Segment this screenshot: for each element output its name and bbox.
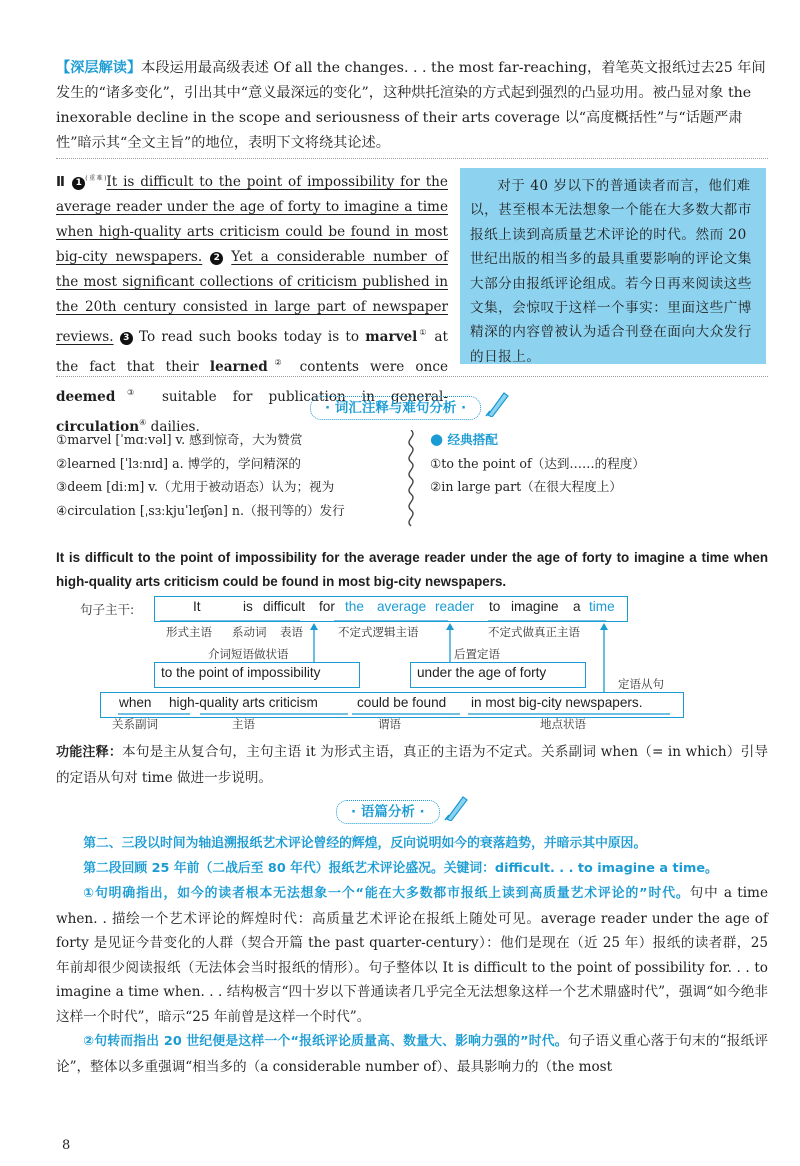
discourse-banner xyxy=(336,800,440,824)
sentence-number-3: 3 xyxy=(120,332,133,345)
phrase-box: under the age of forty xyxy=(410,662,586,688)
vocab-banner xyxy=(310,396,481,420)
sentence-2: Yet a considerable number of the most significant collections of criticism published in the 20th century consisted in large part of newspaper reviews. xyxy=(56,249,448,345)
word: It xyxy=(193,599,201,614)
note-ref: ① xyxy=(417,328,429,337)
sentence-1: It is difficult to the point of impossibility for the average reader under the age of forty to imagine a time when high-quality arts criticism could be found in most big-city newspapers. xyxy=(56,174,448,265)
vocab-list xyxy=(56,428,345,522)
paragraph-mark: Ⅱ xyxy=(56,174,67,190)
word: when xyxy=(119,695,152,710)
label: 主语 xyxy=(232,717,255,731)
label: 介词短语做状语 xyxy=(208,647,289,661)
word: is xyxy=(243,599,253,614)
discourse-p1: 第二、三段以时间为轴追溯报纸艺术评论曾经的辉煌，反向说明如今的衰落趋势，并暗示其中原因。 xyxy=(83,836,647,851)
label: 不定式做真正主语 xyxy=(488,625,580,639)
word: to xyxy=(489,599,501,614)
word: for xyxy=(319,599,335,614)
word: time xyxy=(589,599,615,614)
label: 后置定语 xyxy=(454,647,500,661)
sentence-number-2: 2 xyxy=(210,252,223,265)
word-deemed: deemed xyxy=(56,389,116,405)
word: the xyxy=(345,599,364,614)
sentence-3-part: To read such books today is to xyxy=(138,329,366,345)
label: 表语 xyxy=(280,625,303,639)
sentence-3-part: suitable for publication in general- xyxy=(145,389,448,405)
deep-analysis-tag: 【深层解读】 xyxy=(56,60,142,76)
label: 不定式逻辑主语 xyxy=(338,625,419,639)
label: 谓语 xyxy=(378,717,401,731)
phrase-box: to the point of impossibility xyxy=(154,662,360,688)
collocations-title: 经典搭配 xyxy=(447,432,498,447)
page-number: 8 xyxy=(62,1138,71,1153)
vocab-item: ①marvel [ˈmɑːvəl] v. 感到惊奇，大为赞赏 xyxy=(56,432,303,447)
translation-box: 对于 40 岁以下的普通读者而言，他们难以，甚至根本无法想象一个能在大多数大都市报纸上读到高质量艺术评论的时代。然而 20 世纪出版的相当多的最具重要影响的评论文集大部分由报纸评论组成。若今日再来阅读这些文集，会惊叹于这样一个事实：里面这些广博精深的内容曾被认为适合刊登在面向大众发行的日报上。 xyxy=(460,168,766,364)
deep-analysis-text: 本段运用最高级表述 Of all the changes. . . the most far-reaching，着笔英文报纸过去25 年间发生的“诸多变化”，引出其中“意义最深远的变化”，这种烘托渲染的方式起到强烈的凸显功用。被凸显对象 the inexorable decline in the scope and seriousness of their arts coverage 以“高度概括性”与“话题严肃性”暗示其“全文主旨”的地位，表明下文将绕其论述。 xyxy=(56,60,766,151)
function-note-tag: 功能注释： xyxy=(56,745,123,760)
word-marvel: marvel xyxy=(365,329,418,345)
discourse-banner-title: · 语篇分析 · xyxy=(351,804,425,820)
discourse-p4 xyxy=(56,1029,768,1079)
relative-clause-box xyxy=(100,692,684,718)
note-ref: ③ xyxy=(115,388,146,397)
word-circulation: circulation xyxy=(56,419,140,435)
pen-icon xyxy=(443,793,469,821)
hard-mark: (重难) xyxy=(85,175,107,182)
word: a xyxy=(573,599,581,614)
word: imagine xyxy=(511,599,559,614)
main-clause-label: 句子主干: xyxy=(80,602,135,617)
collocation-item: ②in large part（在很大程度上） xyxy=(430,479,622,495)
discourse-p4-text: 句子语义重心落于句末的“报纸评论”，整体以多重强调“相当多的（a considerable number of）、最具影响力的（the most xyxy=(56,1033,769,1075)
divider xyxy=(56,376,768,377)
discourse-p3-lead: ①句明确指出，如今的读者根本无法想象一个“能在大多数都市报纸上读到高质量艺术评论的”时代。 xyxy=(83,886,690,901)
difficult-sentence: It is difficult to the point of impossibility for the average reader under the age of forty to imagine a time when high-quality arts criticism could be found in most big-city newspapers. xyxy=(56,550,768,589)
label: 定语从句 xyxy=(618,677,664,691)
pen-icon xyxy=(484,389,510,417)
discourse-p3-text: 句中 a time when. . 描绘一个艺术评论的辉煌时代：高质量艺术评论在报纸上随处可见。average reader under the age of forty 是见证今昔变化的人群（契合开篇 the past quarter-century）：他们是现在（近 25 年）报纸的读者群，25 年前却很少阅读报纸（无法体会当时报纸的情形）。句子整体以 It is difficult to the point of possibility for. . . to imagine a time when. . . 结构极言“四十岁以下普通读者几乎完全无法想象这样一个艺术鼎盛时代”，强调“如今绝非这样一个时代”，暗示“25 年前曾是这样一个时代”。 xyxy=(56,885,768,1025)
vocab-item: ②learned [ˈlɜːnɪd] a. 博学的，学问精深的 xyxy=(56,455,301,471)
sentence-number-1: 1 xyxy=(72,177,85,190)
bullet-icon: ● xyxy=(430,430,444,448)
word: average xyxy=(377,599,427,614)
sentence-3-part: contents were once xyxy=(288,359,449,375)
discourse-p3 xyxy=(56,881,768,1029)
label: 地点状语 xyxy=(540,717,586,731)
word-learned: learned xyxy=(209,359,268,375)
collocations xyxy=(430,428,645,499)
spiral-binding-icon xyxy=(404,430,418,530)
vocab-item: ④circulation [ˌsɜːkjuˈleɪʃən] n.（报刊等的）发行 xyxy=(56,502,345,518)
word: high-quality arts criticism xyxy=(169,695,318,710)
label: 系动词 xyxy=(232,625,267,639)
label: 形式主语 xyxy=(166,625,212,639)
vocab-item: ③deem [diːm] v.（尤用于被动语态）认为；视为 xyxy=(56,479,335,495)
vocab-banner-title: · 词汇注释与难句分析 · xyxy=(325,400,467,416)
sentence-3-part: dailies. xyxy=(146,419,200,435)
discourse-analysis xyxy=(56,832,768,1079)
function-note xyxy=(56,740,768,790)
word: in most big-city newspapers. xyxy=(471,695,643,710)
function-note-text: 本句是主从复合句，主句主语 it 为形式主语，真正的主语为不定式。关系副词 when（= in which）引导的定语从句对 time 做进一步说明。 xyxy=(56,744,768,786)
note-ref: ④ xyxy=(139,418,147,427)
divider xyxy=(56,158,768,159)
note-ref: ② xyxy=(267,358,289,367)
word: reader xyxy=(435,599,475,614)
collocations-header xyxy=(430,428,645,452)
discourse-p4-lead: ②句转而指出 20 世纪便是这样一个“报纸评论质量高、数量大、影响力强的”时代。 xyxy=(83,1034,568,1049)
collocation-item: ①to the point of（达到……的程度） xyxy=(430,455,645,471)
label: 关系副词 xyxy=(112,717,158,731)
sentence-3-part: at the fact that their xyxy=(56,329,449,375)
word: could be found xyxy=(357,695,447,710)
main-clause-box xyxy=(154,596,628,622)
deep-analysis xyxy=(56,56,768,156)
discourse-p2: 第二段回顾 25 年前（二战后至 80 年代）报纸艺术评论盛况。关键词：difficult. . . to imagine a time。 xyxy=(83,860,718,876)
word: difficult xyxy=(263,599,306,614)
